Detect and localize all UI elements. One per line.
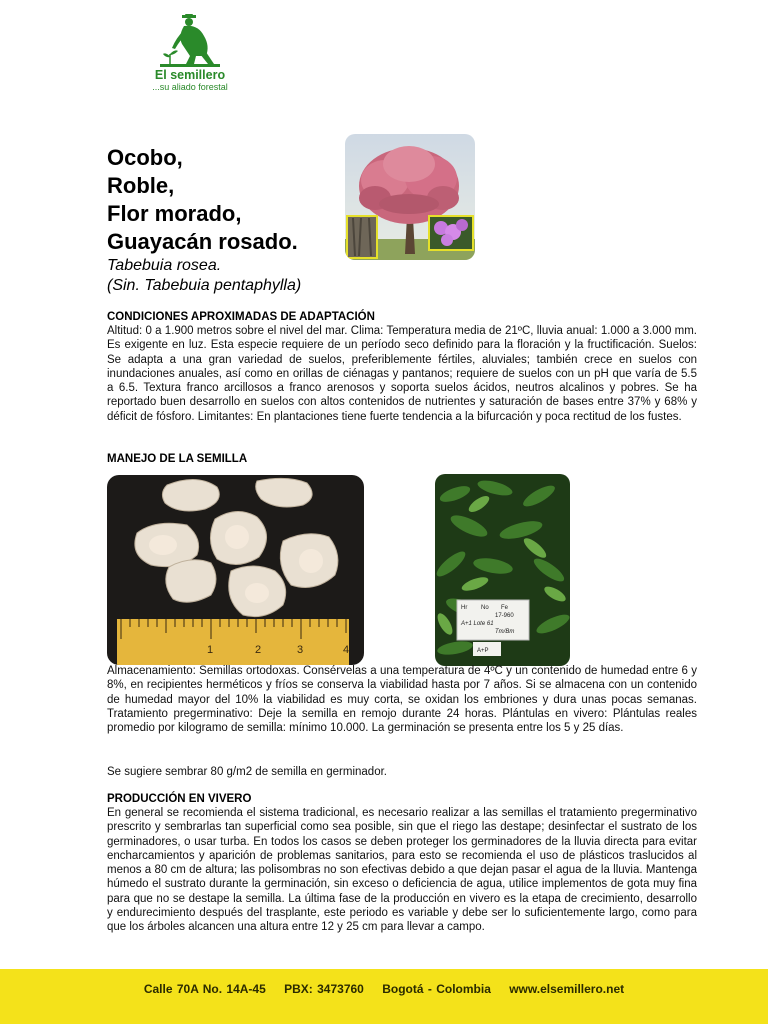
label-text: Fe (501, 605, 509, 611)
ruler-number: 3 (297, 644, 304, 656)
logo-name: El semillero (154, 68, 226, 82)
ruler-number: 2 (255, 644, 262, 656)
contact-info (0, 969, 768, 1009)
common-name: Guayacán rosado. (107, 229, 298, 254)
label-text: No (481, 605, 489, 611)
ruler-number: 1 (207, 644, 214, 656)
label-text: A+P (477, 648, 489, 654)
common-name: Ocobo, (107, 145, 183, 170)
scientific-synonym: (Sin. Tabebuia pentaphylla) (107, 277, 302, 294)
species-title (107, 144, 301, 296)
seedlings-photo (435, 474, 570, 666)
company-logo (140, 14, 240, 96)
seed-suggestion: Se sugiere sembrar 80 g/m2 de semilla en germinador. (107, 766, 387, 778)
logo-tagline: ...su aliado forestal (152, 82, 228, 92)
footer-website[interactable]: www.elsemillero.net (509, 982, 625, 996)
planter-figure-icon (160, 14, 220, 68)
seeds-photo (107, 475, 364, 665)
common-name: Roble, (107, 173, 175, 198)
nursery-text: En general se recomienda el sistema tradicional, es necesario realizar a las semillas el tratamiento pregerminativo prescrito y sembrarlas tan superficial como sea posible, sin que el riego las destape; desinfectar el sustrato de los germinadores, o usar turba. En todos los casos se deben proteger los germinadores de la lluvia directa para evitar encharcamientos y aparición de problemas sanitarios, para esto se recomienda el uso de plásticos traslucidos al menos a 80 cm de altura; las polisombras no son efectivas debido a que dejan pasar el agua de la lluvia. Mantenga húmedo el sustrato durante la germinación, sin exceso o deficiencia de agua, utilice implementos de gota muy fina para que no se destape la semilla. La última fase de la producción en vivero es la etapa de crecimiento, desarrollo y endurecimiento después del trasplante, este periodo es variable y debe ser lo suficientemente largo, como para que los árboles alcancen una altura entre 12 y 25 cm para llevar a campo. (107, 807, 697, 934)
nursery-heading: PRODUCCIÓN EN VIVERO (107, 793, 252, 805)
tree-photo (345, 134, 475, 260)
footer-phone: PBX: 3473760 (284, 982, 364, 996)
label-text: Tm/Bm (495, 629, 515, 635)
adaptation-text: Altitud: 0 a 1.900 metros sobre el nivel del mar. Clima: Temperatura media de 21ºC, lluvia anual: 1.000 a 3.000 mm. Es exigente en luz. Esta especie requiere de un período seco definido para la floración y la fructificación. Suelos: Se adapta a una gran variedad de suelos, preferiblemente fértiles, aluviales; también crece en suelos con inundaciones anuales, así como en orillas de ciénagas y pantanos; requiere de suelos con un pH que varía de 5.5 a 6.5. Textura franco arcillosos a franco arenosos y soporta suelos ácidos, neutros alcalinos y pobres. Se ha reportado buen desarrollo en suelos con altos contenidos de nutrientes y saturación de bases entre 37% y 68% y déficit de fósforo. Limitantes: En plantaciones tiene fuerte tendencia a la bifurcación y poca rectitud de los fustes. (107, 325, 697, 423)
label-text: A+1 Lote 61 (461, 621, 494, 627)
seed-heading: MANEJO DE LA SEMILLA (107, 453, 248, 465)
label-text: 17-960 (495, 613, 514, 619)
footer-bar (0, 969, 768, 1024)
adaptation-heading: CONDICIONES APROXIMADAS DE ADAPTACIÓN (107, 311, 375, 323)
footer-city: Bogotá - Colombia (382, 982, 491, 996)
footer-address: Calle 70A No. 14A-45 (143, 982, 266, 996)
ruler-number: 4 (343, 644, 350, 656)
scientific-name: Tabebuia rosea. (107, 257, 222, 274)
label-text: Hr (461, 605, 468, 611)
common-name: Flor morado, (107, 201, 242, 226)
seed-text: Almacenamiento: Semillas ortodoxas. Consérvelas a una temperatura de 4ºC y un contenido de humedad entre 6 y 8%, en recipientes herméticos y fríos se conserva la viabilidad hasta por 7 años. Si se almacena con un contenido de humedad mayor del 10% la viabilidad es muy corta, se oxidan los embriones y dura unas pocas semanas. Tratamiento pregerminativo: Deje la semilla en remojo durante 24 horas. Plántulas en vivero: Plántulas reales promedio por kilogramo de semilla: mínimo 10.000. La germinación se presenta entre los 5 y 25 días. (107, 665, 697, 735)
